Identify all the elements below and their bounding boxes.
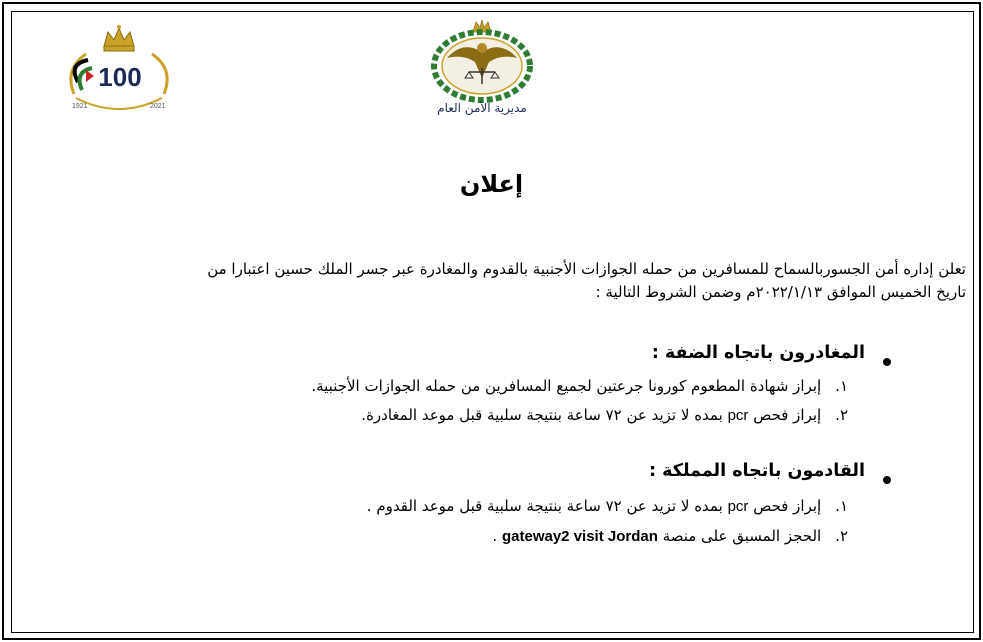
bullet-icon [883,358,891,366]
section-heading-departures: المغادرون باتجاه الضفة : [651,343,865,363]
year-end: 2021 [150,103,166,110]
section-heading-arrivals: القادمون باتجاه المملكة : [649,461,865,481]
item-text: . [492,527,498,545]
item-text: إبراز شهادة المطعوم كورونا جرعتين لجميع المسافرين من حمله الجوازات الأجنبية. [311,377,822,395]
bullet-icon [883,476,891,484]
year-start: 1921 [72,103,88,110]
centennial-logo [56,24,182,120]
item-text: الحجز المسبق على منصة [662,527,822,545]
crown-icon [104,25,134,51]
list-item [361,406,848,424]
intro-line-1: تعلن إداره أمن الجسوربالسماح للمسافرين من حمله الجوازات الأجنبية بالقدوم والمغادرة عبر جسر الملك حسين اعتبارا من [207,260,966,278]
intro-paragraph [38,258,966,304]
item-number: ١. [835,377,848,395]
platform-name: gateway2 visit Jordan [501,528,658,545]
centennial-number: 100 [98,62,142,92]
item-text: إبراز فحص [753,406,822,424]
pcr-term: pcr [727,407,749,424]
list-item [492,527,848,545]
emblem-caption: مديرية الأمن العام [437,101,527,115]
item-text: بمده لا تزيد عن ٧٢ ساعة بنتيجة سلبية قبل موعد القدوم . [366,497,723,515]
list-item [311,377,848,395]
list-item [367,497,848,515]
public-security-emblem [413,18,551,118]
item-text: إبراز فحص [753,497,822,515]
intro-line-2: تاريخ الخميس الموافق ٢٠٢٢/١/١٣م وضمن الشروط التالية : [595,283,966,301]
item-text: بمده لا تزيد عن ٧٢ ساعة بنتيجة سلبية قبل موعد المغادرة. [361,406,723,424]
item-number: ٢. [835,406,848,424]
pcr-term: pcr [727,498,749,515]
item-number: ٢. [835,527,848,545]
announcement-title: إعلان [459,170,524,198]
item-number: ١. [835,497,848,515]
